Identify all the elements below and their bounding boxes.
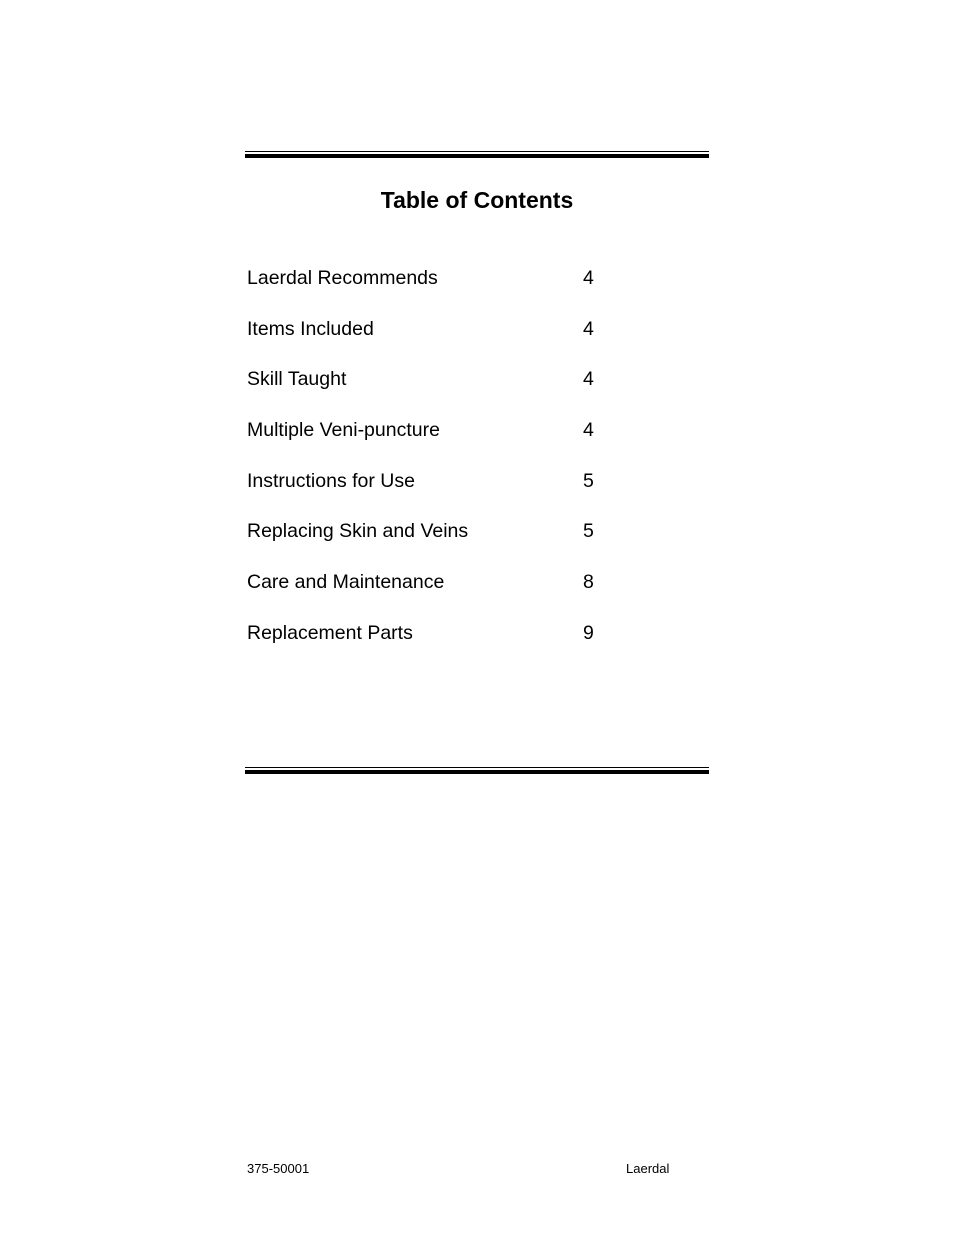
toc-entry — [247, 364, 607, 415]
toc-entry — [247, 567, 607, 618]
top-divider-rule — [245, 151, 709, 158]
page-title: Table of Contents — [380, 187, 574, 213]
toc-entry-page: 5 — [583, 469, 594, 492]
toc-entry-page: 8 — [583, 571, 594, 594]
toc-entry-label: Instructions for Use — [247, 469, 415, 492]
toc-entry-label: Laerdal Recommends — [247, 267, 438, 289]
toc-entry-label: Items Included — [247, 317, 374, 340]
toc-entry-page: 5 — [583, 520, 594, 543]
toc-entry — [247, 618, 607, 669]
footer-brand-name: Laerdal — [626, 1161, 670, 1176]
toc-entry-label: Multiple Veni-puncture — [247, 419, 440, 442]
bottom-rule-thin-line — [245, 767, 709, 768]
toc-entry-page: 4 — [583, 368, 594, 391]
top-rule-thick-line — [245, 154, 709, 158]
toc-entry-label: Care and Maintenance — [247, 571, 445, 594]
toc-entry-page: 4 — [583, 267, 594, 289]
toc-entry — [247, 415, 607, 466]
top-rule-thin-line — [245, 151, 709, 152]
bottom-rule-thick-line — [245, 770, 709, 774]
toc-entry — [247, 466, 607, 517]
footer-document-code: 375-50001 — [247, 1161, 310, 1176]
toc-entry-label: Replacement Parts — [247, 621, 413, 644]
bottom-divider-rule — [245, 767, 709, 774]
toc-entry — [247, 314, 607, 365]
toc-entry-page: 9 — [583, 621, 594, 644]
toc-entry — [247, 263, 607, 314]
toc-list — [247, 263, 607, 669]
toc-entry-page: 4 — [583, 317, 594, 340]
toc-entry-label: Skill Taught — [247, 368, 347, 391]
toc-entry-page: 4 — [583, 419, 594, 442]
toc-entry-label: Replacing Skin and Veins — [247, 520, 469, 543]
toc-entry — [247, 516, 607, 567]
